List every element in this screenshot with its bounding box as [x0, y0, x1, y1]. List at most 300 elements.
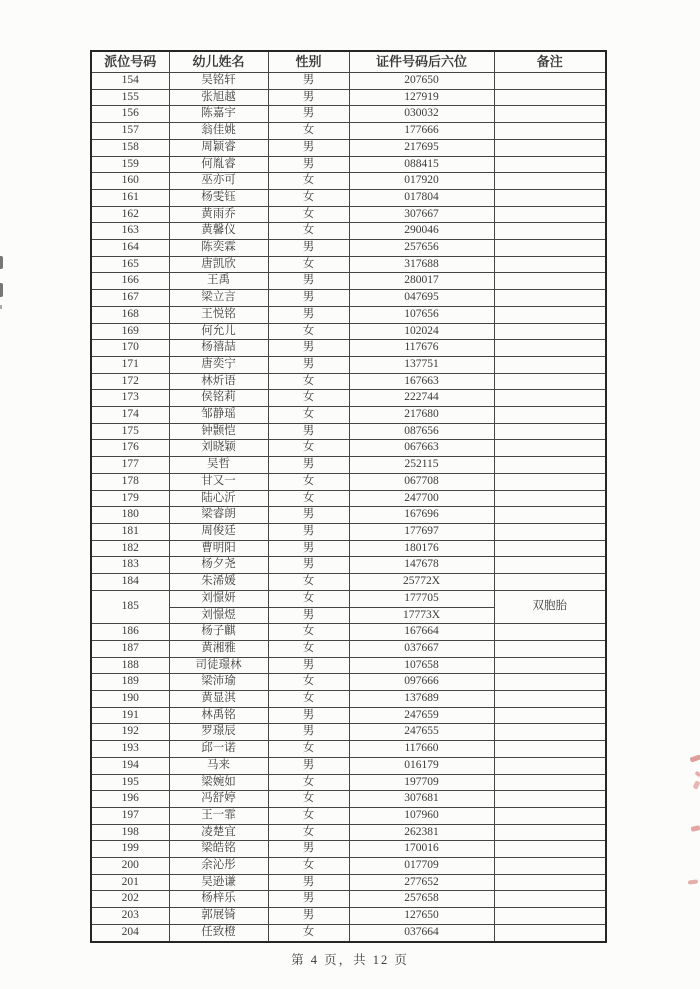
cell-child-name: 司徒璟林 — [169, 657, 268, 674]
cell-remarks — [494, 523, 606, 540]
cell-child-name: 何允儿 — [169, 323, 268, 340]
cell-placement-number: 165 — [91, 256, 169, 273]
cell-child-name: 余沁彤 — [169, 858, 268, 875]
header-row — [91, 51, 606, 73]
cell-placement-number: 169 — [91, 323, 169, 340]
cell-id-last-six: 017804 — [349, 189, 494, 206]
cell-placement-number: 158 — [91, 139, 169, 156]
cell-gender: 女 — [268, 206, 349, 223]
cell-child-name: 唐奕宁 — [169, 356, 268, 373]
cell-remarks — [494, 123, 606, 140]
cell-id-last-six: 147678 — [349, 557, 494, 574]
cell-id-last-six: 247659 — [349, 707, 494, 724]
cell-remarks — [494, 640, 606, 657]
cell-gender: 女 — [268, 407, 349, 424]
col-header-id-last-six: 证件号码后六位 — [349, 51, 494, 73]
cell-gender: 男 — [268, 89, 349, 106]
cell-remarks — [494, 624, 606, 641]
cell-child-name: 翁佳姚 — [169, 123, 268, 140]
cell-gender: 男 — [268, 757, 349, 774]
cell-child-name: 周俊廷 — [169, 523, 268, 540]
table-row — [91, 273, 606, 290]
cell-remarks — [494, 707, 606, 724]
table-row — [91, 757, 606, 774]
cell-gender: 男 — [268, 908, 349, 925]
cell-gender: 女 — [268, 574, 349, 591]
red-seal-fragment-icon — [694, 771, 700, 778]
cell-remarks — [494, 273, 606, 290]
table-row — [91, 407, 606, 424]
cell-id-last-six: 257658 — [349, 891, 494, 908]
cell-placement-number: 190 — [91, 691, 169, 708]
cell-remarks — [494, 323, 606, 340]
cell-placement-number: 182 — [91, 540, 169, 557]
cell-id-last-six: 277652 — [349, 874, 494, 891]
cell-id-last-six: 017709 — [349, 858, 494, 875]
cell-remarks — [494, 356, 606, 373]
cell-id-last-six: 307667 — [349, 206, 494, 223]
cell-child-name: 周颖睿 — [169, 139, 268, 156]
cell-remarks — [494, 373, 606, 390]
cell-gender: 女 — [268, 490, 349, 507]
col-header-placement-number: 派位号码 — [91, 51, 169, 73]
cell-id-last-six: 257656 — [349, 240, 494, 257]
roster-table — [90, 50, 607, 943]
table-row — [91, 356, 606, 373]
cell-placement-number: 177 — [91, 457, 169, 474]
cell-remarks — [494, 674, 606, 691]
cell-placement-number: 184 — [91, 574, 169, 591]
cell-child-name: 凌楚宜 — [169, 824, 268, 841]
cell-placement-number: 156 — [91, 106, 169, 123]
table-row — [91, 123, 606, 140]
cell-gender: 男 — [268, 507, 349, 524]
cell-child-name: 林禹铭 — [169, 707, 268, 724]
cell-gender: 女 — [268, 173, 349, 190]
cell-child-name: 黄湘雅 — [169, 640, 268, 657]
cell-child-name: 刘憬煜 — [169, 607, 268, 624]
cell-remarks — [494, 340, 606, 357]
cell-gender: 女 — [268, 924, 349, 941]
scan-artifact — [0, 305, 2, 309]
table-row — [91, 457, 606, 474]
cell-placement-number: 200 — [91, 858, 169, 875]
cell-remarks — [494, 173, 606, 190]
cell-gender: 男 — [268, 273, 349, 290]
table-row — [91, 139, 606, 156]
table-row — [91, 741, 606, 758]
cell-child-name: 黄显淇 — [169, 691, 268, 708]
cell-remarks — [494, 874, 606, 891]
cell-id-last-six: 222744 — [349, 390, 494, 407]
cell-gender: 女 — [268, 256, 349, 273]
table-row — [91, 373, 606, 390]
cell-placement-number: 160 — [91, 173, 169, 190]
table-row — [91, 223, 606, 240]
cell-remarks — [494, 139, 606, 156]
table-row — [91, 256, 606, 273]
cell-gender: 男 — [268, 707, 349, 724]
cell-remarks — [494, 557, 606, 574]
cell-placement-number: 183 — [91, 557, 169, 574]
cell-id-last-six: 17773X — [349, 607, 494, 624]
table-row — [91, 574, 606, 591]
red-seal-fragment-icon — [693, 780, 700, 789]
cell-gender: 女 — [268, 223, 349, 240]
cell-remarks — [494, 657, 606, 674]
cell-gender: 男 — [268, 156, 349, 173]
cell-placement-number: 193 — [91, 741, 169, 758]
cell-child-name: 冯舒婷 — [169, 791, 268, 808]
cell-remarks — [494, 540, 606, 557]
cell-remarks — [494, 440, 606, 457]
cell-id-last-six: 252115 — [349, 457, 494, 474]
cell-gender: 男 — [268, 423, 349, 440]
cell-gender: 男 — [268, 657, 349, 674]
table-row — [91, 523, 606, 540]
cell-id-last-six: 180176 — [349, 540, 494, 557]
cell-child-name: 王悦铭 — [169, 306, 268, 323]
cell-placement-number: 204 — [91, 924, 169, 941]
cell-gender: 男 — [268, 340, 349, 357]
cell-child-name: 郭展锜 — [169, 908, 268, 925]
cell-gender: 女 — [268, 189, 349, 206]
cell-placement-number: 172 — [91, 373, 169, 390]
cell-gender: 男 — [268, 356, 349, 373]
cell-child-name: 陆心沂 — [169, 490, 268, 507]
cell-remarks — [494, 807, 606, 824]
cell-placement-number: 162 — [91, 206, 169, 223]
cell-gender: 女 — [268, 590, 349, 607]
cell-remarks — [494, 724, 606, 741]
cell-gender: 男 — [268, 306, 349, 323]
cell-placement-number: 180 — [91, 507, 169, 524]
table-row — [91, 624, 606, 641]
cell-placement-number: 179 — [91, 490, 169, 507]
cell-placement-number: 196 — [91, 791, 169, 808]
cell-remarks — [494, 741, 606, 758]
cell-placement-number: 159 — [91, 156, 169, 173]
cell-id-last-six: 117676 — [349, 340, 494, 357]
cell-placement-number: 163 — [91, 223, 169, 240]
cell-id-last-six: 137751 — [349, 356, 494, 373]
cell-placement-number: 203 — [91, 908, 169, 925]
cell-child-name: 梁婉如 — [169, 774, 268, 791]
table-row — [91, 189, 606, 206]
cell-child-name: 吴逊谦 — [169, 874, 268, 891]
cell-child-name: 梁立言 — [169, 290, 268, 307]
cell-id-last-six: 247655 — [349, 724, 494, 741]
cell-id-last-six: 102024 — [349, 323, 494, 340]
cell-gender: 女 — [268, 440, 349, 457]
cell-placement-number: 191 — [91, 707, 169, 724]
cell-child-name: 陈奕霖 — [169, 240, 268, 257]
cell-gender: 女 — [268, 791, 349, 808]
cell-id-last-six: 107658 — [349, 657, 494, 674]
cell-remarks — [494, 457, 606, 474]
cell-child-name: 吴铭轩 — [169, 73, 268, 90]
table-row — [91, 306, 606, 323]
cell-remarks — [494, 156, 606, 173]
cell-gender: 男 — [268, 457, 349, 474]
cell-child-name: 杨夕尧 — [169, 557, 268, 574]
cell-placement-number: 186 — [91, 624, 169, 641]
table-row — [91, 590, 606, 607]
cell-placement-number: 173 — [91, 390, 169, 407]
col-header-remarks: 备注 — [494, 51, 606, 73]
cell-id-last-six: 067663 — [349, 440, 494, 457]
roster-table-head — [91, 51, 606, 73]
cell-placement-number: 195 — [91, 774, 169, 791]
cell-gender: 男 — [268, 891, 349, 908]
cell-gender: 男 — [268, 240, 349, 257]
cell-id-last-six: 117660 — [349, 741, 494, 758]
cell-placement-number: 176 — [91, 440, 169, 457]
cell-child-name: 林炘语 — [169, 373, 268, 390]
cell-remarks — [494, 824, 606, 841]
cell-remarks — [494, 223, 606, 240]
cell-id-last-six: 127919 — [349, 89, 494, 106]
table-row — [91, 674, 606, 691]
cell-remarks — [494, 407, 606, 424]
cell-placement-number: 178 — [91, 473, 169, 490]
table-row — [91, 724, 606, 741]
cell-id-last-six: 177697 — [349, 523, 494, 540]
cell-gender: 男 — [268, 73, 349, 90]
roster-table-body — [91, 73, 606, 942]
col-header-child-name: 幼儿姓名 — [169, 51, 268, 73]
table-row — [91, 89, 606, 106]
cell-gender: 男 — [268, 557, 349, 574]
table-row — [91, 240, 606, 257]
cell-remarks — [494, 858, 606, 875]
table-row — [91, 657, 606, 674]
cell-gender: 男 — [268, 106, 349, 123]
cell-id-last-six: 167663 — [349, 373, 494, 390]
cell-id-last-six: 167696 — [349, 507, 494, 524]
cell-remarks — [494, 89, 606, 106]
cell-id-last-six: 25772X — [349, 574, 494, 591]
cell-child-name: 杨雯钰 — [169, 189, 268, 206]
cell-gender: 女 — [268, 373, 349, 390]
cell-child-name: 何胤睿 — [169, 156, 268, 173]
cell-gender: 男 — [268, 874, 349, 891]
cell-placement-number: 157 — [91, 123, 169, 140]
table-row — [91, 156, 606, 173]
cell-child-name: 巫亦可 — [169, 173, 268, 190]
cell-remarks — [494, 691, 606, 708]
table-row — [91, 707, 606, 724]
cell-placement-number: 187 — [91, 640, 169, 657]
cell-placement-number: 168 — [91, 306, 169, 323]
col-header-gender: 性别 — [268, 51, 349, 73]
cell-gender: 女 — [268, 858, 349, 875]
cell-id-last-six: 047695 — [349, 290, 494, 307]
scan-artifact — [0, 283, 3, 297]
cell-placement-number: 164 — [91, 240, 169, 257]
cell-id-last-six: 137689 — [349, 691, 494, 708]
cell-id-last-six: 177705 — [349, 590, 494, 607]
cell-child-name: 杨禧喆 — [169, 340, 268, 357]
table-row — [91, 557, 606, 574]
cell-gender: 男 — [268, 523, 349, 540]
cell-id-last-six: 107960 — [349, 807, 494, 824]
cell-child-name: 马来 — [169, 757, 268, 774]
cell-child-name: 陈嘉宇 — [169, 106, 268, 123]
cell-placement-number: 175 — [91, 423, 169, 440]
cell-remarks — [494, 841, 606, 858]
cell-child-name: 甘又一 — [169, 473, 268, 490]
cell-placement-number: 194 — [91, 757, 169, 774]
table-row — [91, 874, 606, 891]
cell-placement-number: 167 — [91, 290, 169, 307]
cell-child-name: 朱浠媛 — [169, 574, 268, 591]
table-row — [91, 173, 606, 190]
cell-id-last-six: 262381 — [349, 824, 494, 841]
cell-remarks — [494, 891, 606, 908]
cell-remarks — [494, 473, 606, 490]
cell-gender: 男 — [268, 139, 349, 156]
cell-remarks — [494, 507, 606, 524]
cell-id-last-six: 037667 — [349, 640, 494, 657]
cell-remarks — [494, 290, 606, 307]
cell-placement-number: 192 — [91, 724, 169, 741]
cell-gender: 女 — [268, 123, 349, 140]
cell-id-last-six: 067708 — [349, 473, 494, 490]
cell-child-name: 张旭越 — [169, 89, 268, 106]
cell-gender: 女 — [268, 624, 349, 641]
cell-gender: 女 — [268, 691, 349, 708]
table-row — [91, 490, 606, 507]
cell-id-last-six: 217680 — [349, 407, 494, 424]
table-row — [91, 774, 606, 791]
page-footer: 第 4 页，共 12 页 — [291, 953, 409, 967]
table-row — [91, 791, 606, 808]
cell-child-name: 吴哲 — [169, 457, 268, 474]
cell-placement-number: 170 — [91, 340, 169, 357]
cell-remarks — [494, 73, 606, 90]
cell-gender: 男 — [268, 290, 349, 307]
cell-placement-number: 181 — [91, 523, 169, 540]
cell-remarks — [494, 757, 606, 774]
cell-placement-number: 188 — [91, 657, 169, 674]
cell-child-name: 任致橙 — [169, 924, 268, 941]
cell-child-name: 罗璟辰 — [169, 724, 268, 741]
cell-child-name: 王一霏 — [169, 807, 268, 824]
cell-id-last-six: 207650 — [349, 73, 494, 90]
cell-placement-number: 197 — [91, 807, 169, 824]
table-row — [91, 807, 606, 824]
cell-child-name: 王禹 — [169, 273, 268, 290]
cell-remarks — [494, 574, 606, 591]
cell-gender: 女 — [268, 807, 349, 824]
cell-child-name: 梁沛瑜 — [169, 674, 268, 691]
table-row — [91, 858, 606, 875]
table-row — [91, 841, 606, 858]
cell-child-name: 梁睿朗 — [169, 507, 268, 524]
cell-placement-number: 174 — [91, 407, 169, 424]
cell-placement-number: 201 — [91, 874, 169, 891]
cell-placement-number: 171 — [91, 356, 169, 373]
table-row — [91, 290, 606, 307]
table-row — [91, 824, 606, 841]
cell-remarks — [494, 490, 606, 507]
cell-remarks — [494, 791, 606, 808]
table-row — [91, 440, 606, 457]
cell-id-last-six: 197709 — [349, 774, 494, 791]
cell-placement-number: 199 — [91, 841, 169, 858]
cell-id-last-six: 107656 — [349, 306, 494, 323]
cell-gender: 男 — [268, 607, 349, 624]
cell-gender: 男 — [268, 841, 349, 858]
cell-remarks — [494, 240, 606, 257]
cell-gender: 女 — [268, 323, 349, 340]
cell-gender: 女 — [268, 774, 349, 791]
cell-remarks — [494, 924, 606, 941]
table-row — [91, 507, 606, 524]
table-row — [91, 640, 606, 657]
cell-id-last-six: 307681 — [349, 791, 494, 808]
cell-placement-number: 154 — [91, 73, 169, 90]
cell-gender: 男 — [268, 724, 349, 741]
cell-id-last-six: 037664 — [349, 924, 494, 941]
table-row — [91, 891, 606, 908]
cell-child-name: 杨梓乐 — [169, 891, 268, 908]
cell-remarks — [494, 189, 606, 206]
cell-remarks — [494, 206, 606, 223]
cell-gender: 女 — [268, 741, 349, 758]
cell-id-last-six: 280017 — [349, 273, 494, 290]
cell-id-last-six: 170016 — [349, 841, 494, 858]
cell-child-name: 曹明阳 — [169, 540, 268, 557]
table-row — [91, 908, 606, 925]
cell-child-name: 黄馨仪 — [169, 223, 268, 240]
cell-child-name: 侯铭莉 — [169, 390, 268, 407]
red-seal-fragment-icon — [688, 879, 698, 884]
table-row — [91, 390, 606, 407]
cell-id-last-six: 217695 — [349, 139, 494, 156]
cell-placement-number: 202 — [91, 891, 169, 908]
cell-gender: 女 — [268, 824, 349, 841]
cell-gender: 女 — [268, 640, 349, 657]
cell-id-last-six: 247700 — [349, 490, 494, 507]
cell-child-name: 邹静瑶 — [169, 407, 268, 424]
cell-child-name: 刘晓颖 — [169, 440, 268, 457]
cell-id-last-six: 030032 — [349, 106, 494, 123]
cell-id-last-six: 167664 — [349, 624, 494, 641]
cell-remarks — [494, 908, 606, 925]
cell-child-name: 唐凯欣 — [169, 256, 268, 273]
table-row — [91, 540, 606, 557]
cell-id-last-six: 317688 — [349, 256, 494, 273]
cell-remarks — [494, 256, 606, 273]
cell-remarks: 双胞胎 — [494, 590, 606, 623]
table-row — [91, 423, 606, 440]
cell-id-last-six: 017920 — [349, 173, 494, 190]
cell-id-last-six: 097666 — [349, 674, 494, 691]
table-row — [91, 924, 606, 941]
table-row — [91, 106, 606, 123]
table-row — [91, 473, 606, 490]
cell-placement-number: 155 — [91, 89, 169, 106]
cell-child-name: 黄雨乔 — [169, 206, 268, 223]
cell-gender: 男 — [268, 540, 349, 557]
cell-child-name: 杨子麒 — [169, 624, 268, 641]
cell-remarks — [494, 774, 606, 791]
scan-artifact — [0, 256, 3, 269]
cell-child-name: 梁皓铭 — [169, 841, 268, 858]
cell-child-name: 钟颢恺 — [169, 423, 268, 440]
